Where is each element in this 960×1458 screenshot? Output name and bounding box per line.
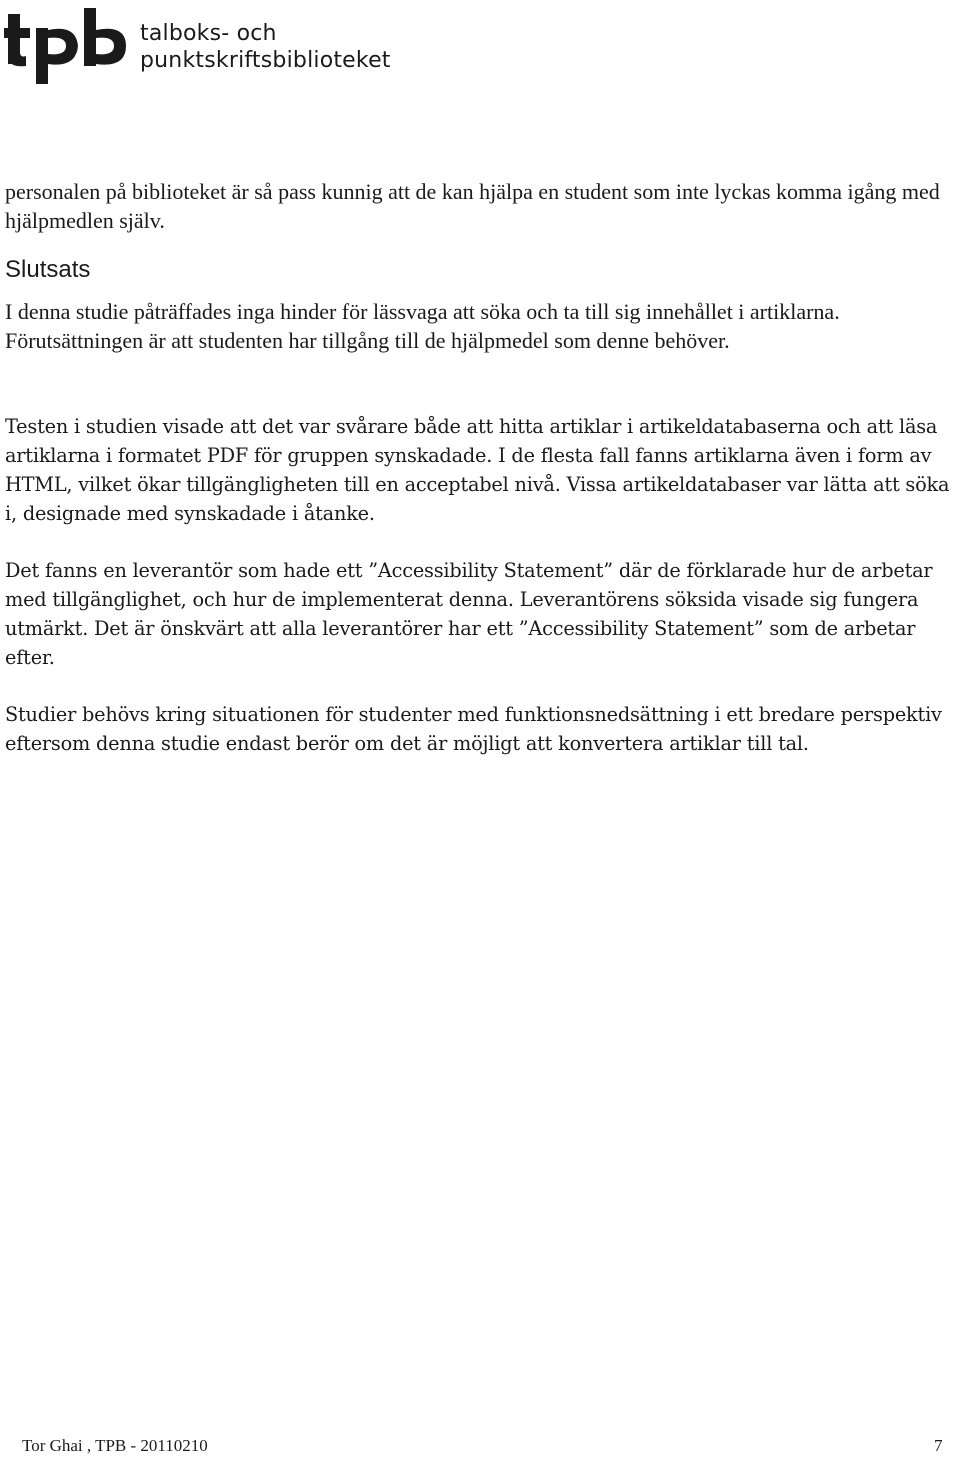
tpb-logo-mark — [4, 6, 128, 86]
logo-line-1: talboks- och — [140, 21, 277, 46]
intro-paragraph: personalen på biblioteket är så pass kunnig att de kan hjälpa en student som inte lyckas komma igång med hjälpmedlen själv. — [5, 179, 940, 233]
logo-line-2: punktskriftsbiblioteket — [140, 48, 391, 73]
body-paragraph-1: Testen i studien visade att det var svårare både att hitta artiklar i artikeldatabaserna och att läsa artiklarna i formatet PDF för gruppen synskadade. I de flesta fall fanns artiklarna även i form av HTML, vilket ökar tillgängligheten till en acceptabel nivå. Vissa artikeldatabaser var lätta att söka i, designade med synskadade i åtanke. — [5, 415, 950, 525]
conclusion-paragraph: I denna studie påträffades inga hinder för lässvaga att söka och ta till sig innehållet i artiklarna. Förutsättningen är att studenten har tillgång till de hjälpmedel som denne behöver. — [5, 299, 840, 353]
page-number: 7 — [934, 1436, 943, 1455]
tpb-logo — [0, 0, 400, 90]
body-paragraph-3: Studier behövs kring situationen för studenter med funktionsnedsättning i ett bredare perspektiv eftersom denna studie endast berör om det är möjligt att konvertera artiklar till tal. — [5, 703, 942, 755]
body-paragraph-2: Det fanns en leverantör som hade ett ”Accessibility Statement” där de förklarade hur de arbetar med tillgänglighet, och hur de implementerat denna. Leverantörens söksida visade sig fungera utmärkt. Det är önskvärt att alla leverantörer har ett ”Accessibility Statement” som de arbetar efter. — [5, 559, 933, 669]
section-heading: Slutsats — [5, 256, 91, 283]
footer-author: Tor Ghai , TPB - 20110210 — [22, 1436, 208, 1455]
